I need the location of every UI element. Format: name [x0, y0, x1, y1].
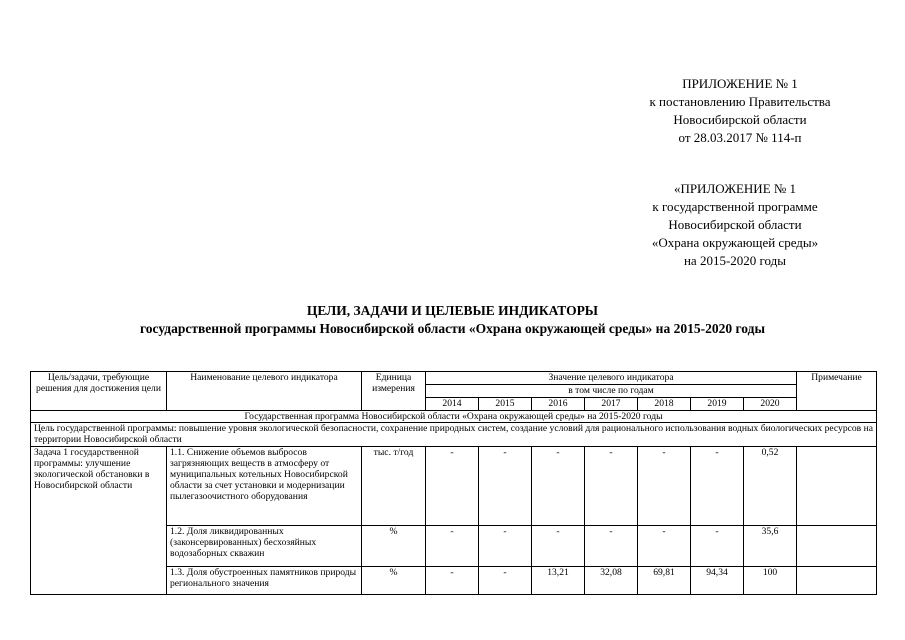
value-cell: -: [426, 447, 479, 526]
note-cell: [797, 526, 877, 567]
indicators-table: [30, 371, 877, 595]
header-note: Примечание: [797, 372, 877, 411]
indicator-name: 1.2. Доля ликвидированных (законсервированных) бесхозяйных водозаборных скважин: [167, 526, 362, 567]
task-cell: Задача 1 государственной программы: улучшение экологической обстановки в Новосибирской области: [31, 447, 167, 595]
value-cell: -: [479, 526, 532, 567]
note-cell: [797, 567, 877, 595]
appendix-line: «Охрана окружающей среды»: [651, 235, 819, 250]
value-cell: -: [691, 526, 744, 567]
value-cell: -: [426, 567, 479, 595]
header-by-year: в том числе по годам: [426, 385, 797, 398]
value-cell: -: [585, 447, 638, 526]
appendix-line: к постановлению Правительства: [649, 94, 831, 109]
value-cell: 0,52: [744, 447, 797, 526]
appendix-government-resolution: [620, 75, 860, 147]
document-title: ЦЕЛИ, ЗАДАЧИ И ЦЕЛЕВЫЕ ИНДИКАТОРЫ: [306, 303, 599, 318]
year-header: 2016: [532, 398, 585, 411]
table-row: [31, 447, 877, 526]
note-cell: [797, 447, 877, 526]
value-cell: 100: [744, 567, 797, 595]
value-cell: 94,34: [691, 567, 744, 595]
value-cell: 35,6: [744, 526, 797, 567]
appendix-state-program: [615, 180, 855, 270]
indicator-unit: тыс. т/год: [362, 447, 426, 526]
indicator-unit: %: [362, 526, 426, 567]
appendix-line: от 28.03.2017 № 114-п: [678, 130, 802, 145]
year-header: 2020: [744, 398, 797, 411]
year-header: 2018: [638, 398, 691, 411]
year-header: 2017: [585, 398, 638, 411]
year-header: 2019: [691, 398, 744, 411]
program-row: Государственная программа Новосибирской области «Охрана окружающей среды» на 2015-2020 годы: [31, 411, 877, 423]
value-cell: -: [585, 526, 638, 567]
indicator-name: 1.1. Снижение объемов выбросов загрязняющих веществ в атмосферу от муниципальных котельных Новосибирской области за счет установки и модернизации пылегазоочистного оборудования: [167, 447, 362, 526]
appendix-line: «ПРИЛОЖЕНИЕ № 1: [673, 181, 797, 196]
value-cell: 32,08: [585, 567, 638, 595]
goal-row: Цель государственной программы: повышение уровня экологической безопасности, сохранение природных систем, создание условий для рационального использования водных биологических ресурсов на территории Новосибирской области: [31, 423, 877, 447]
appendix-line: ПРИЛОЖЕНИЕ № 1: [682, 76, 798, 91]
value-cell: -: [638, 526, 691, 567]
header-goal: Цель/задачи, требующие решения для достижения цели: [31, 372, 167, 411]
appendix-line: к государственной программе: [652, 199, 818, 214]
value-cell: -: [479, 567, 532, 595]
value-cell: -: [426, 526, 479, 567]
appendix-line: на 2015-2020 годы: [683, 253, 787, 268]
document-subtitle: государственной программы Новосибирской области «Охрана окружающей среды» на 2015-2020 годы: [140, 321, 765, 336]
year-header: 2014: [426, 398, 479, 411]
header-value: Значение целевого индикатора: [426, 372, 797, 385]
header-indicator: Наименование целевого индикатора: [167, 372, 362, 411]
appendix-line: Новосибирской области: [673, 112, 807, 127]
value-cell: -: [532, 447, 585, 526]
value-cell: -: [479, 447, 532, 526]
indicator-unit: %: [362, 567, 426, 595]
value-cell: -: [638, 447, 691, 526]
indicator-name: 1.3. Доля обустроенных памятников природы регионального значения: [167, 567, 362, 595]
value-cell: -: [691, 447, 744, 526]
value-cell: -: [532, 526, 585, 567]
value-cell: 13,21: [532, 567, 585, 595]
year-header: 2015: [479, 398, 532, 411]
value-cell: 69,81: [638, 567, 691, 595]
header-unit: Единица измерения: [362, 372, 426, 411]
appendix-line: Новосибирской области: [668, 217, 802, 232]
